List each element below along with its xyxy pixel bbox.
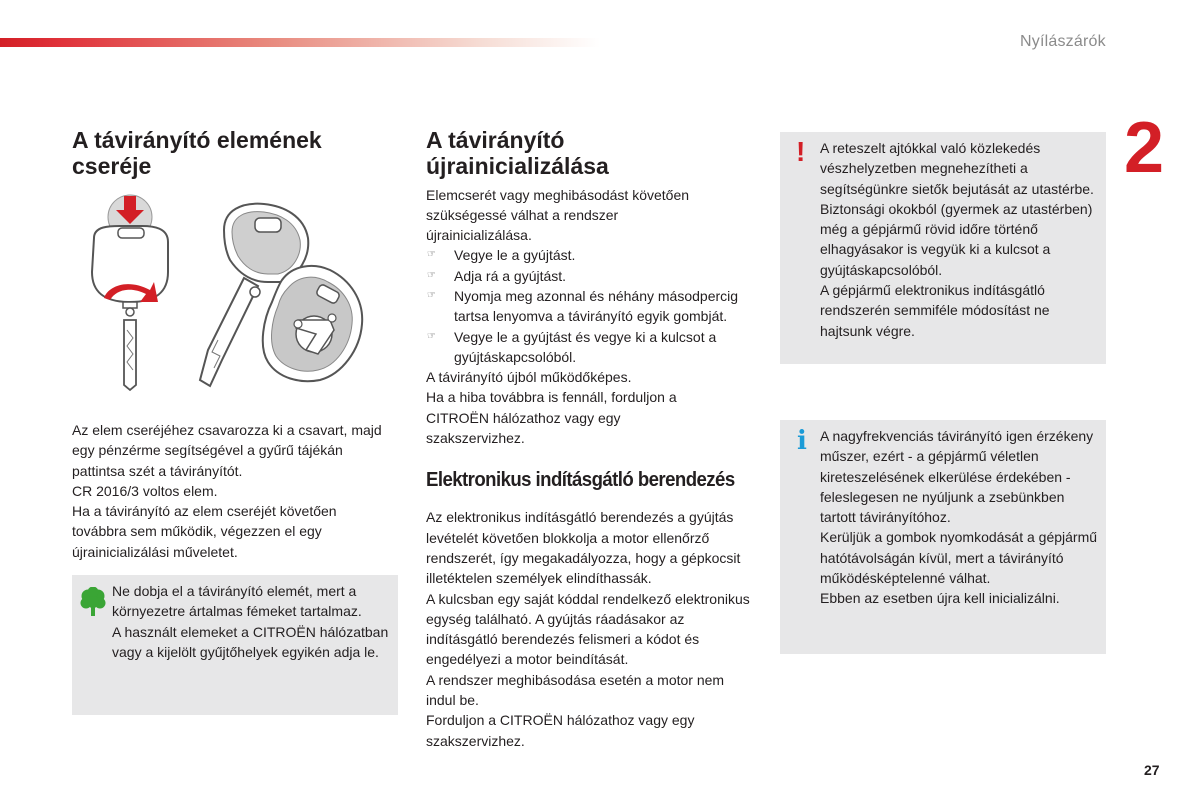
middle-title: A távirányító újrainicializálása xyxy=(426,127,609,179)
immobilizer-paragraph: Az elektronikus indításgátló berendezés a gyújtás levételét követően blokkolja a motor ellenőrző rendszerét, így megakadályozza, hogy a gépkocsit illetéktelen személyek elindíthassák. xyxy=(426,509,741,587)
reinit-contact: Ha a hiba továbbra is fennáll, forduljon a CITROËN hálózathoz vagy egy szakszervizhez. xyxy=(426,389,677,447)
left-title: A távirányító elemének cseréje xyxy=(72,127,322,179)
warning-paragraph: Biztonsági okokból (gyermek az utastérben) még a gépjármű rövid időre történő elhagyásakor is vegyük ki a kulcsot a gyújtáskapcsolóból. xyxy=(820,200,1093,278)
exclamation-icon: ! xyxy=(796,136,806,167)
reinit-steps xyxy=(426,245,748,367)
warning-box xyxy=(780,132,1106,364)
warning-paragraph: A reteszelt ajtókkal való közlekedés vészhelyzetben megnehezítheti a segítségünkre sietők bejutását az utastérbe. xyxy=(820,140,1094,197)
finger-bullet-icon: ☞ xyxy=(427,249,436,261)
immobilizer-body xyxy=(426,507,754,751)
immobilizer-title: Elektronikus indításgátló berendezés xyxy=(426,469,735,492)
key-battery-illustration xyxy=(72,190,392,420)
chapter-number: 2 xyxy=(1124,108,1165,188)
info-icon: i xyxy=(797,426,807,456)
key-shells-drawing xyxy=(200,204,362,386)
info-paragraph: Ebben az esetben újra kell inicializálni. xyxy=(820,590,1060,607)
immobilizer-paragraph: A kulcsban egy saját kóddal rendelkező elektronikus egység található. A gyújtás ráadásakor az indításgátló berendezés felismeri a kódot és engedélyezi a motor beindítását. xyxy=(426,590,750,668)
list-item: ☞ Vegye le a gyújtást. xyxy=(426,245,748,265)
finger-bullet-icon: ☞ xyxy=(427,330,436,342)
finger-bullet-icon: ☞ xyxy=(427,289,436,301)
tree-icon xyxy=(80,587,106,617)
environment-box xyxy=(72,575,398,715)
left-column xyxy=(72,128,372,180)
immobilizer-paragraph: A rendszer meghibásodása esetén a motor nem indul be. xyxy=(426,671,725,709)
info-paragraph: A nagyfrekvenciás távirányító igen érzékeny műszer, ezért - a gépjármű véletlen kireteszelésének elkerülése érdekében - feleslegesen ne nyúljunk a zsebünkben tartott távirányítóhoz. xyxy=(820,428,1094,526)
finger-bullet-icon: ☞ xyxy=(427,269,436,281)
environment-note: A használt elemeket a CITROËN hálózatban vagy a kijelölt gyűjtőhelyek egyikén adja le. xyxy=(112,623,389,660)
reinit-intro: Elemcserét vagy meghibásodást követően szükségessé válhat a rendszer újrainicializálása. xyxy=(426,186,690,244)
reinit-result: A távirányító újból működőképes. xyxy=(426,369,632,386)
info-paragraph: Kerüljük a gombok nyomkodását a gépjármű hatótávolságán kívül, mert a távirányító működésképtelenné válhat. xyxy=(820,529,1098,587)
list-item: ☞ Vegye le a gyújtást és vegye ki a kulcsot a gyújtáskapcsolóból. xyxy=(427,328,717,365)
section-title: Nyílászárók xyxy=(1020,33,1106,50)
left-paragraph: CR 2016/3 voltos elem. xyxy=(72,482,218,499)
middle-column xyxy=(426,128,756,751)
page-number: 27 xyxy=(1144,762,1160,778)
list-item: ☞ Nyomja meg azonnal és néhány másodpercig tartsa lenyomva a távirányító egyik gombját. xyxy=(427,287,739,325)
immobilizer-paragraph: Forduljon a CITROËN hálózathoz vagy egy szakszervizhez. xyxy=(426,712,695,749)
header-accent-bar xyxy=(0,38,600,47)
remote-front-drawing xyxy=(92,195,168,390)
warning-paragraph: A gépjármű elektronikus indításgátló rendszerén semmiféle módosítást ne hajtsunk végre. xyxy=(820,282,1050,339)
list-item: ☞ Adja rá a gyújtást. xyxy=(426,266,748,286)
left-body xyxy=(72,420,382,562)
info-box xyxy=(780,420,1106,654)
left-paragraph: Ha a távirányító az elem cseréjét követően továbbra sem működik, végezzen el egy újrainicializálási műveletet. xyxy=(72,503,337,560)
environment-note: Ne dobja el a távirányító elemét, mert a környezetre ártalmas fémeket tartalmaz. xyxy=(112,583,362,620)
left-paragraph: Az elem cseréjéhez csavarozza ki a csavart, majd egy pénzérme segítségével a gyűrű tájékán pattintsa szét a távirányítót. xyxy=(72,422,382,479)
